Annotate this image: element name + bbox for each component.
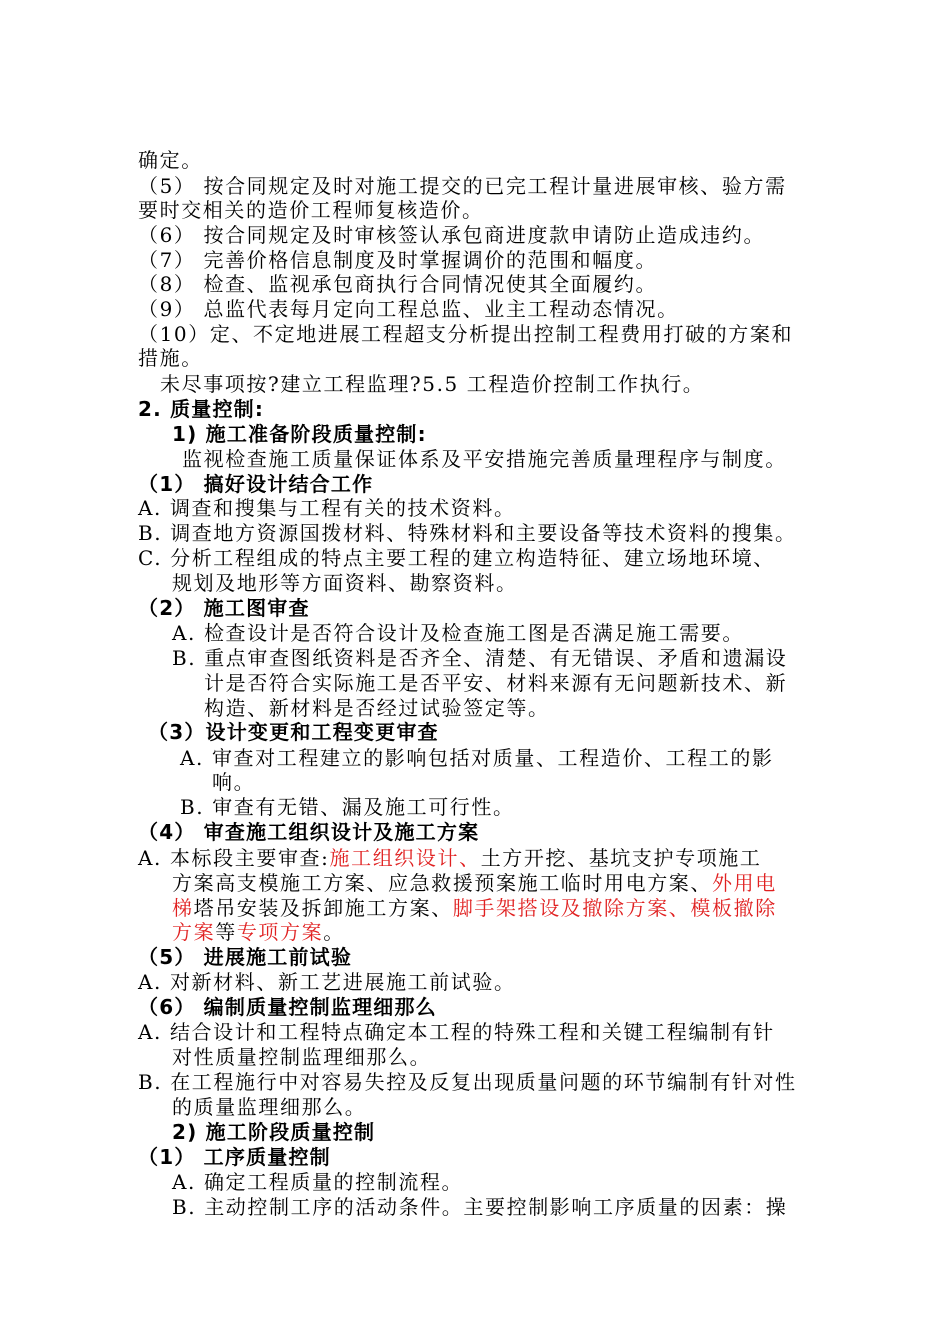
text-line: 措施。 — [138, 346, 203, 370]
list-item: A. 结合设计和工程特点确定本工程的特殊工程和关键工程编制有针 — [138, 1020, 775, 1044]
text-run: 土方开挖、基坑支护专项施工 — [480, 846, 762, 870]
text-line — [172, 871, 777, 895]
subsection-heading: 2) 施工阶段质量控制 — [172, 1120, 376, 1144]
list-item: B. 调查地方资源国拨材料、特殊材料和主要设备等技术资料的搜集。 — [138, 521, 797, 545]
list-item: A. 检查设计是否符合设计及检查施工图是否满足施工需要。 — [172, 621, 744, 645]
highlighted-text: 外用电 — [712, 871, 777, 895]
numbered-item: （9） 总监代表每月定向工程总监、业主工程动态情况。 — [138, 297, 679, 321]
numbered-item: （8） 检查、监视承包商执行合同情况使其全面履约。 — [138, 272, 658, 296]
list-item: C. 分析工程组成的特点主要工程的建立构造特征、建立场地环境、 — [138, 546, 775, 570]
highlighted-text: 梯 — [172, 896, 194, 920]
numbered-item: （10）定、不定地进展工程超支分析提出控制工程费用打破的方案和 — [138, 322, 794, 346]
text-line: 对性质量控制监理细那么。 — [172, 1045, 432, 1069]
list-item: A. 审查对工程建立的影响包括对质量、工程造价、工程工的影 — [180, 746, 774, 770]
highlighted-text: 脚手架搭设及撤除方案、模板撤除 — [452, 896, 777, 920]
text-run: 塔吊安装及拆卸施工方案、 — [193, 896, 453, 920]
text-run: 。 — [323, 920, 345, 944]
list-item: B. 在工程施行中对容易失控及反复出现质量问题的环节编制有针对性 — [138, 1070, 797, 1094]
list-item: B. 主动控制工序的活动条件。主要控制影响工序质量的因素：操 — [172, 1195, 788, 1219]
list-item: A. 调查和搜集与工程有关的技术资料。 — [138, 496, 516, 520]
item-heading: （2） 施工图审查 — [138, 596, 310, 620]
item-heading: （6） 编制质量控制监理细那么 — [138, 995, 437, 1019]
section-heading: 2. 质量控制: — [138, 397, 265, 421]
text-run: 等 — [215, 920, 237, 944]
list-item: B. 审查有无错、漏及施工可行性。 — [180, 795, 515, 819]
highlighted-text: 专项方案 — [236, 920, 324, 944]
text-line: 的质量监理细那么。 — [172, 1095, 367, 1119]
item-heading: （3）设计变更和工程变更审查 — [148, 720, 439, 744]
numbered-item: （5） 按合同规定及时对施工提交的已完工程计量进展审核、验方需 — [138, 174, 787, 198]
highlighted-text: 方案 — [172, 920, 216, 944]
text-line: 确定。 — [138, 148, 203, 172]
numbered-item: （7） 完善价格信息制度及时掌握调价的范围和幅度。 — [138, 248, 658, 272]
text-line: 构造、新材料是否经过试验签定等。 — [204, 696, 550, 720]
list-item: A. 确定工程质量的控制流程。 — [172, 1170, 464, 1194]
item-heading: （1） 工序质量控制 — [138, 1145, 331, 1169]
text-run: A. 本标段主要审查: — [138, 846, 330, 870]
list-item: B. 重点审查图纸资料是否齐全、清楚、有无错误、矛盾和遗漏设 — [172, 646, 788, 670]
text-line: 未尽事项按?建立工程监理?5.5 工程造价控制工作执行。 — [160, 372, 705, 396]
item-heading: （5） 进展施工前试验 — [138, 945, 353, 969]
text-line: 要时交相关的造价工程师复核造价。 — [138, 198, 484, 222]
subsection-heading: 1) 施工准备阶段质量控制: — [172, 422, 427, 446]
list-item — [138, 846, 762, 870]
text-line: 计是否符合实际施工是否平安、材料来源有无问题新技术、新 — [204, 671, 788, 695]
item-heading: （1） 搞好设计结合工作 — [138, 472, 374, 496]
text-line: 规划及地形等方面资料、勘察资料。 — [172, 571, 518, 595]
numbered-item: （6） 按合同规定及时审核签认承包商进度款申请防止造成违约。 — [138, 223, 766, 247]
text-line: 响。 — [212, 770, 256, 794]
highlighted-text: 施工组织设计、 — [329, 846, 481, 870]
item-heading: （4） 审查施工组织设计及施工方案 — [138, 820, 480, 844]
text-line — [172, 920, 345, 944]
text-run: 方案高支模施工方案、应急救援预案施工临时用电方案、 — [172, 871, 712, 895]
text-line — [172, 896, 777, 920]
text-line: 监视检查施工质量保证体系及平安措施完善质量理程序与制度。 — [182, 447, 787, 471]
list-item: A. 对新材料、新工艺进展施工前试验。 — [138, 970, 516, 994]
